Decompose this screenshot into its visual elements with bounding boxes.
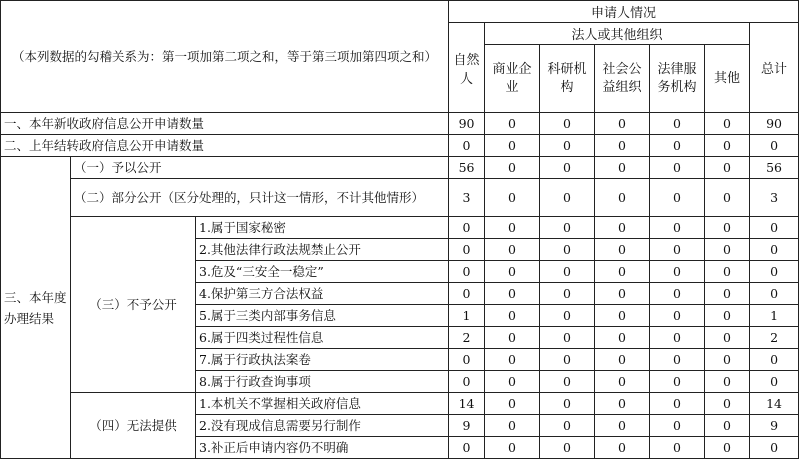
row-label: 2.其他法律行政法规禁止公开	[196, 239, 449, 261]
cell: 2	[449, 327, 485, 349]
cell: 0	[449, 239, 485, 261]
cell: 0	[595, 349, 650, 371]
cell: 56	[750, 157, 799, 179]
cell: 14	[750, 393, 799, 415]
cell: 0	[449, 283, 485, 305]
row-label: 7.属于行政执法案卷	[196, 349, 449, 371]
cell: 0	[650, 437, 705, 459]
cell: 0	[595, 217, 650, 239]
cell: 0	[705, 415, 750, 437]
cell: 0	[705, 437, 750, 459]
cell: 56	[449, 157, 485, 179]
cell: 0	[750, 371, 799, 393]
cell: 0	[485, 261, 540, 283]
cell: 0	[449, 349, 485, 371]
cell: 0	[485, 305, 540, 327]
table-row	[1, 157, 799, 179]
cell: 0	[485, 179, 540, 217]
cell: 0	[705, 371, 750, 393]
cell: 0	[595, 305, 650, 327]
cell: 0	[595, 157, 650, 179]
cell: 0	[485, 393, 540, 415]
cell: 0	[750, 239, 799, 261]
cell: 0	[540, 349, 595, 371]
cell: 0	[449, 371, 485, 393]
cell: 0	[650, 283, 705, 305]
cell: 0	[705, 217, 750, 239]
cell: 0	[540, 135, 595, 157]
refuse-group-label: （三）不予公开	[71, 217, 196, 393]
applicant-header: 申请人情况	[449, 1, 799, 23]
cell: 0	[705, 239, 750, 261]
cell: 0	[485, 349, 540, 371]
cell: 0	[705, 179, 750, 217]
row-label: 3.危及“三安全一稳定”	[196, 261, 449, 283]
col-total: 总计	[750, 23, 799, 113]
col-legal-service: 法律服务机构	[650, 45, 705, 113]
cell: 0	[650, 349, 705, 371]
row-label: 6.属于四类过程性信息	[196, 327, 449, 349]
row-label: 3.补正后申请内容仍不明确	[196, 437, 449, 459]
cell: 0	[650, 217, 705, 239]
cell: 0	[750, 135, 799, 157]
cell: 0	[540, 157, 595, 179]
cell: 0	[650, 239, 705, 261]
legal-group-header: 法人或其他组织	[485, 23, 750, 45]
cell: 0	[485, 113, 540, 135]
cell: 0	[485, 283, 540, 305]
cell: 14	[449, 393, 485, 415]
cell: 0	[650, 157, 705, 179]
cell: 0	[705, 157, 750, 179]
cell: 9	[750, 415, 799, 437]
cell: 0	[705, 327, 750, 349]
cell: 1	[449, 305, 485, 327]
cell: 0	[449, 217, 485, 239]
cell: 90	[449, 113, 485, 135]
cell: 0	[485, 217, 540, 239]
cell: 0	[705, 135, 750, 157]
cell: 0	[540, 283, 595, 305]
cell: 0	[705, 283, 750, 305]
cell: 0	[750, 217, 799, 239]
cell: 0	[650, 305, 705, 327]
row-label: 一、本年新收政府信息公开申请数量	[1, 113, 449, 135]
cell: 2	[750, 327, 799, 349]
cell: 0	[750, 261, 799, 283]
cell: 0	[595, 179, 650, 217]
table-row	[1, 217, 799, 239]
cell: 0	[540, 179, 595, 217]
unable-group-label: （四）无法提供	[71, 393, 196, 459]
col-research: 科研机构	[540, 45, 595, 113]
cell: 0	[595, 261, 650, 283]
row-label: 8.属于行政查询事项	[196, 371, 449, 393]
section3-label: 三、本年度办理结果	[1, 157, 71, 459]
cell: 0	[750, 349, 799, 371]
cell: 0	[595, 113, 650, 135]
cell: 0	[595, 327, 650, 349]
row-label: 1.本机关不掌握相关政府信息	[196, 393, 449, 415]
cell: 0	[449, 437, 485, 459]
cell: 0	[540, 239, 595, 261]
col-other: 其他	[705, 45, 750, 113]
cell: 0	[705, 113, 750, 135]
cell: 0	[650, 415, 705, 437]
cell: 0	[650, 327, 705, 349]
cell: 0	[449, 261, 485, 283]
table-note: （本列数据的勾稽关系为：第一项加第二项之和，等于第三项加第四项之和）	[1, 1, 449, 113]
row-label: （一）予以公开	[71, 157, 449, 179]
cell: 0	[485, 437, 540, 459]
cell: 0	[705, 393, 750, 415]
cell: 0	[540, 217, 595, 239]
cell: 0	[540, 371, 595, 393]
cell: 0	[750, 283, 799, 305]
cell: 0	[705, 261, 750, 283]
cell: 0	[650, 371, 705, 393]
cell: 0	[485, 415, 540, 437]
cell: 0	[650, 261, 705, 283]
row-label: 1.属于国家秘密	[196, 217, 449, 239]
cell: 0	[485, 239, 540, 261]
row-label: （二）部分公开（区分处理的，只计这一情形，不计其他情形）	[71, 179, 449, 217]
table-row	[1, 393, 799, 415]
table-row	[1, 179, 799, 217]
cell: 0	[485, 157, 540, 179]
cell: 0	[485, 135, 540, 157]
row-label: 4.保护第三方合法权益	[196, 283, 449, 305]
cell: 0	[650, 393, 705, 415]
cell: 0	[540, 113, 595, 135]
cell: 0	[595, 371, 650, 393]
cell: 0	[705, 305, 750, 327]
cell: 3	[750, 179, 799, 217]
col-public-welfare: 社会公益组织	[595, 45, 650, 113]
cell: 0	[540, 437, 595, 459]
cell: 90	[750, 113, 799, 135]
cell: 0	[650, 179, 705, 217]
cell: 0	[540, 393, 595, 415]
cell: 1	[750, 305, 799, 327]
cell: 0	[595, 283, 650, 305]
cell: 0	[750, 437, 799, 459]
cell: 0	[449, 135, 485, 157]
cell: 0	[485, 371, 540, 393]
cell: 3	[449, 179, 485, 217]
cell: 0	[540, 327, 595, 349]
table-row	[1, 135, 799, 157]
col-natural-person: 自然人	[449, 23, 485, 113]
table-row	[1, 113, 799, 135]
cell: 0	[485, 327, 540, 349]
cell: 0	[650, 113, 705, 135]
cell: 0	[595, 393, 650, 415]
cell: 0	[540, 415, 595, 437]
cell: 0	[595, 239, 650, 261]
cell: 0	[595, 135, 650, 157]
cell: 0	[595, 415, 650, 437]
cell: 0	[650, 135, 705, 157]
col-commercial: 商业企业	[485, 45, 540, 113]
row-label: 2.没有现成信息需要另行制作	[196, 415, 449, 437]
cell: 0	[540, 305, 595, 327]
row-label: 5.属于三类内部事务信息	[196, 305, 449, 327]
row-label: 二、上年结转政府信息公开申请数量	[1, 135, 449, 157]
cell: 0	[705, 349, 750, 371]
cell: 0	[595, 437, 650, 459]
cell: 9	[449, 415, 485, 437]
cell: 0	[540, 261, 595, 283]
